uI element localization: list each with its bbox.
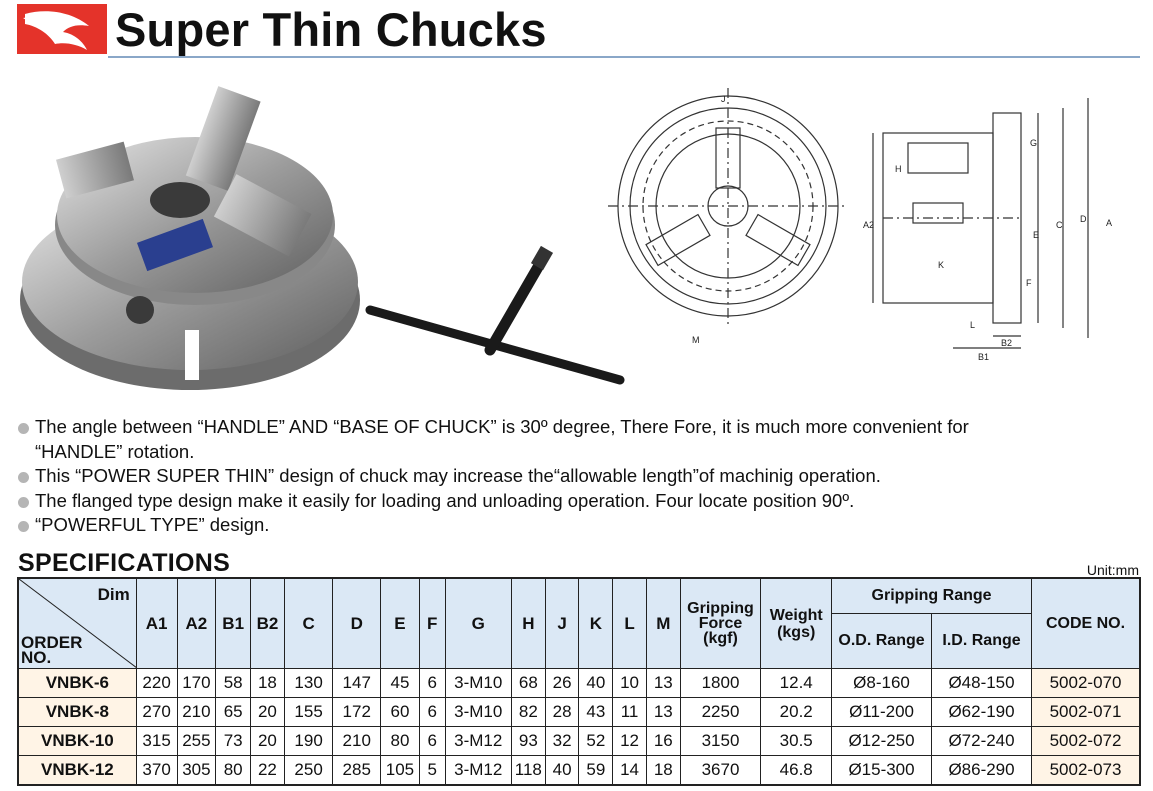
cell-code: 5002-070	[1032, 669, 1140, 698]
cell-a2: 170	[177, 669, 216, 698]
cell-b1: 65	[216, 698, 251, 727]
cell-d: 147	[333, 669, 381, 698]
cell-m: 18	[646, 756, 680, 786]
cell-k: 52	[579, 727, 613, 756]
feature-item: “POWERFUL TYPE” design.	[18, 513, 1138, 538]
cell-d: 285	[333, 756, 381, 786]
cell-g: 3-M10	[445, 698, 511, 727]
cell-m: 13	[646, 698, 680, 727]
cell-l: 11	[613, 698, 647, 727]
cell-l: 14	[613, 756, 647, 786]
svg-text:C: C	[1056, 220, 1063, 230]
order-no: VNBK-6	[18, 669, 136, 698]
feature-item: The angle between “HANDLE” AND “BASE OF CHUCK” is 30º degree, There Fore, it is much more convenient for “HANDLE” rotation.	[18, 415, 975, 464]
cell-c: 130	[284, 669, 333, 698]
cell-b1: 73	[216, 727, 251, 756]
cell-d: 172	[333, 698, 381, 727]
cell-force: 3670	[680, 756, 761, 786]
cell-g: 3-M12	[445, 756, 511, 786]
col-header: K	[579, 578, 613, 669]
cell-h: 93	[511, 727, 545, 756]
table-row	[18, 698, 1140, 727]
col-header: L	[613, 578, 647, 669]
brand-logo	[17, 4, 107, 54]
eagle-icon	[17, 4, 107, 54]
cell-code: 5002-072	[1032, 727, 1140, 756]
col-header: G	[445, 578, 511, 669]
col-header: A2	[177, 578, 216, 669]
cell-code: 5002-071	[1032, 698, 1140, 727]
cell-l: 12	[613, 727, 647, 756]
cell-weight: 30.5	[761, 727, 832, 756]
cell-b2: 18	[251, 669, 285, 698]
svg-text:B2: B2	[1001, 338, 1013, 348]
cell-od: Ø15-300	[832, 756, 932, 786]
cell-f: 5	[419, 756, 445, 786]
svg-text:J: J	[721, 94, 726, 104]
cell-k: 59	[579, 756, 613, 786]
cell-e: 60	[381, 698, 420, 727]
cell-k: 43	[579, 698, 613, 727]
cell-a2: 255	[177, 727, 216, 756]
feature-list	[18, 415, 1138, 538]
cell-weight: 12.4	[761, 669, 832, 698]
cell-f: 6	[419, 669, 445, 698]
col-header: B2	[251, 578, 285, 669]
cell-d: 210	[333, 727, 381, 756]
cell-od: Ø12-250	[832, 727, 932, 756]
table-row	[18, 756, 1140, 786]
title-divider	[108, 56, 1140, 58]
cell-b2: 20	[251, 727, 285, 756]
chuck-technical-drawing	[608, 88, 1148, 368]
cell-a2: 305	[177, 756, 216, 786]
col-header: E	[381, 578, 420, 669]
col-header: C	[284, 578, 333, 669]
cell-id: Ø72-240	[932, 727, 1032, 756]
cell-weight: 20.2	[761, 698, 832, 727]
svg-text:B1: B1	[978, 352, 990, 362]
col-header: H	[511, 578, 545, 669]
cell-a1: 315	[136, 727, 177, 756]
cell-e: 80	[381, 727, 420, 756]
cell-c: 155	[284, 698, 333, 727]
col-header: B1	[216, 578, 251, 669]
cell-b1: 80	[216, 756, 251, 786]
svg-text:G: G	[1030, 138, 1038, 148]
cell-h: 118	[511, 756, 545, 786]
svg-text:M: M	[692, 335, 700, 345]
cell-b2: 22	[251, 756, 285, 786]
cell-weight: 46.8	[761, 756, 832, 786]
cell-m: 16	[646, 727, 680, 756]
svg-text:L: L	[970, 320, 976, 330]
cell-c: 190	[284, 727, 333, 756]
cell-id: Ø62-190	[932, 698, 1032, 727]
svg-text:F: F	[1026, 278, 1032, 288]
order-no: VNBK-8	[18, 698, 136, 727]
cell-force: 3150	[680, 727, 761, 756]
cell-f: 6	[419, 727, 445, 756]
cell-f: 6	[419, 698, 445, 727]
chuck-product-photo	[20, 70, 630, 400]
page-title: Super Thin Chucks	[115, 3, 547, 56]
cell-g: 3-M10	[445, 669, 511, 698]
col-header: J	[545, 578, 579, 669]
cell-id: Ø48-150	[932, 669, 1032, 698]
svg-text:A2: A2	[863, 220, 875, 230]
id-range-header: I.D. Range	[932, 614, 1032, 669]
cell-h: 82	[511, 698, 545, 727]
table-row	[18, 727, 1140, 756]
cell-b2: 20	[251, 698, 285, 727]
cell-od: Ø11-200	[832, 698, 932, 727]
cell-a1: 270	[136, 698, 177, 727]
specifications-heading: SPECIFICATIONS	[18, 549, 231, 577]
cell-l: 10	[613, 669, 647, 698]
table-row	[18, 669, 1140, 698]
cell-a1: 370	[136, 756, 177, 786]
cell-od: Ø8-160	[832, 669, 932, 698]
cell-m: 13	[646, 669, 680, 698]
code-no-header: CODE NO.	[1032, 578, 1140, 669]
cell-a1: 220	[136, 669, 177, 698]
svg-text:E: E	[1033, 230, 1040, 240]
feature-item: This “POWER SUPER THIN” design of chuck may increase the“allowable length”of machinig operation.	[18, 464, 1138, 489]
cell-a2: 210	[177, 698, 216, 727]
svg-text:K: K	[938, 260, 945, 270]
cell-id: Ø86-290	[932, 756, 1032, 786]
cell-j: 28	[545, 698, 579, 727]
col-header: A1	[136, 578, 177, 669]
cell-j: 40	[545, 756, 579, 786]
cell-force: 1800	[680, 669, 761, 698]
cell-h: 68	[511, 669, 545, 698]
gripping-range-header: Gripping Range	[832, 578, 1032, 614]
cell-j: 26	[545, 669, 579, 698]
col-header: M	[646, 578, 680, 669]
order-no: VNBK-12	[18, 756, 136, 786]
cell-e: 45	[381, 669, 420, 698]
col-header: F	[419, 578, 445, 669]
cell-force: 2250	[680, 698, 761, 727]
cell-k: 40	[579, 669, 613, 698]
order-no: VNBK-10	[18, 727, 136, 756]
order-label: ORDER NO.	[21, 633, 83, 667]
cell-b1: 58	[216, 669, 251, 698]
cell-j: 32	[545, 727, 579, 756]
cell-g: 3-M12	[445, 727, 511, 756]
od-range-header: O.D. Range	[832, 614, 932, 669]
dim-order-header	[18, 578, 136, 669]
specifications-table	[17, 577, 1141, 786]
feature-item: The flanged type design make it easily for loading and unloading operation. Four locate position 90º.	[18, 489, 1138, 514]
cell-e: 105	[381, 756, 420, 786]
gripping-force-header: Gripping Force (kgf)	[680, 578, 761, 669]
svg-text:D: D	[1080, 214, 1087, 224]
svg-text:H: H	[895, 164, 902, 174]
svg-text:A: A	[1106, 218, 1113, 228]
unit-label: Unit:mm	[1086, 562, 1139, 578]
col-header: D	[333, 578, 381, 669]
cell-code: 5002-073	[1032, 756, 1140, 786]
cell-c: 250	[284, 756, 333, 786]
dim-label: Dim	[97, 585, 130, 604]
weight-header: Weight (kgs)	[761, 578, 832, 669]
